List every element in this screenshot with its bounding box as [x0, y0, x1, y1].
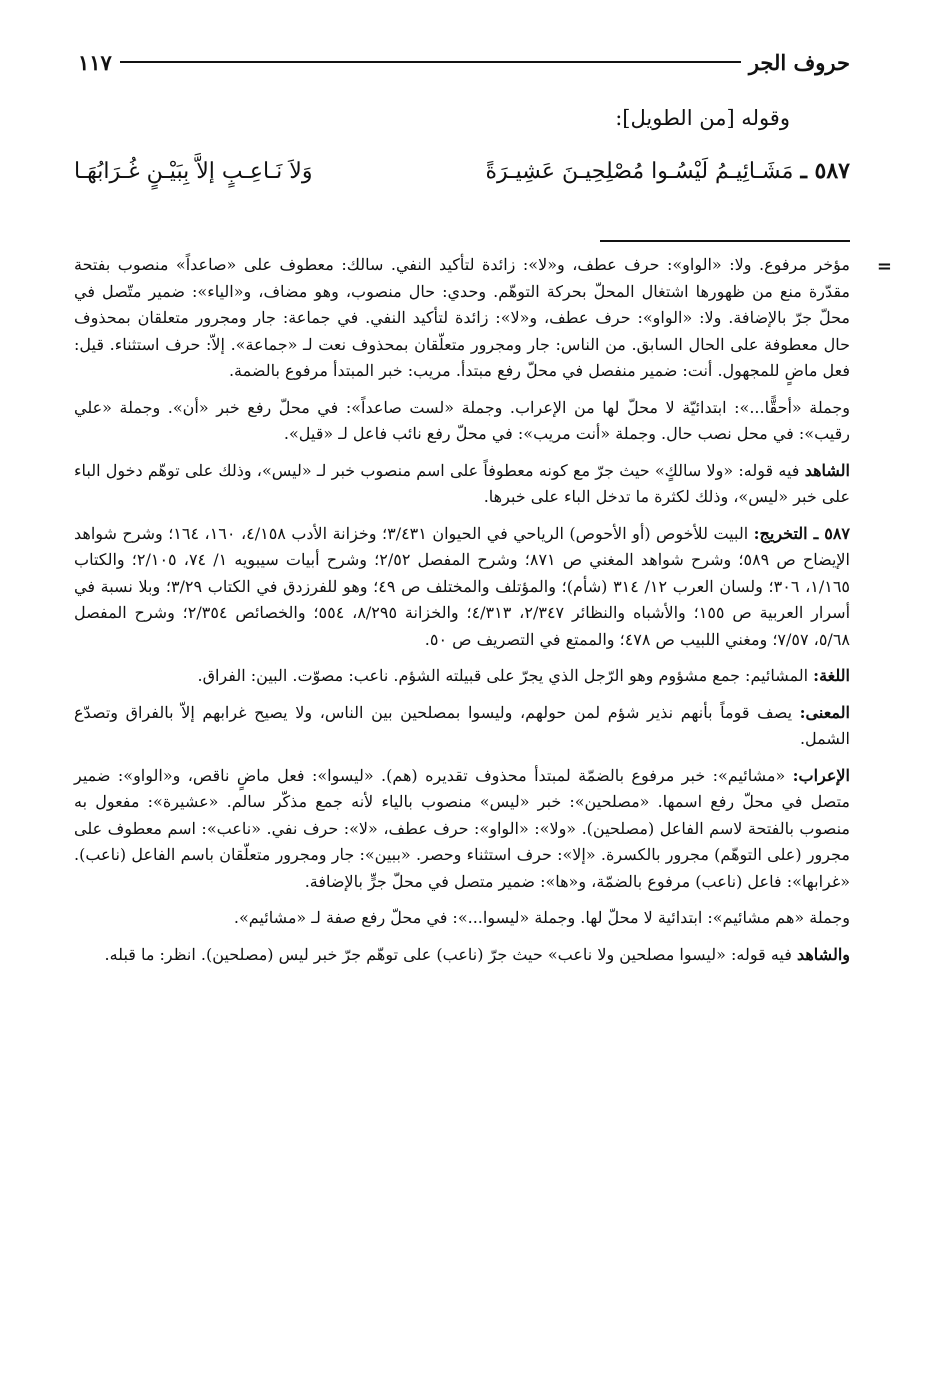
- paragraph-text: فيه قوله: «ليسوا مصلحين ولا ناعب» حيث جرّ (ناعب) على توهّم جرّ خبر ليس (مصلحين). انظر: ما قبله.: [104, 944, 797, 964]
- paragraph-text: وجملة «هم مشائيم»: ابتدائية لا محلّ لها. وجملة «ليسوا...»: في محلّ رفع صفة لـ «مشائيم».: [233, 908, 850, 927]
- paragraph-text: فيه قوله: «ولا سالكٍ» حيث جرّ مع كونه معطوفاً على اسم منصوب خبر لـ «ليس»، وذلك على توهّم دخول الباء على خبر «ليس»، وذلك لكثرة ما تدخل الباء على خبرها.: [74, 460, 850, 506]
- paragraph-label: والشاهد: [796, 944, 850, 964]
- footnotes-body: [74, 252, 850, 978]
- footnote-paragraph: [74, 700, 850, 753]
- paragraph-label: الإعراب:: [792, 765, 850, 785]
- paragraph-text: المشائيم: جمع مشؤوم وهو الرّجل الذي يجرّ على قبيلته الشؤم. ناعب: مصوّت. البين: الفراق.: [197, 666, 814, 685]
- paragraph-label: ٥٨٧ ـ التخريج:: [753, 523, 851, 543]
- footnote-paragraph: [74, 905, 850, 932]
- paragraph-text: «مشائيم»: خبر مرفوع بالضمّة لمبتدأ محذوف تقديره (هم). «ليسوا»: فعل ماضٍ ناقص، و«الواو»: ضمير متصل في محلّ رفع اسمها. «مصلحين»: خبر «ليس» منصوب بالياء لأنه جمع مذكّر سالم. «عشيرة»: مفعول به منصوب بالفتحة لاسم الفاعل (مصلحين). «ولا»: «الواو»: حرف عطف، «لا»: حرف نفي. «ناعب»: اسم معطوف على مجرور (على التوهّم) مجرور بالكسرة. «إلا»: حرف استثناء وحصر. «ببين»: جار ومجرور متعلّقان باسم الفاعل (ناعب). «غرابها»: فاعل (ناعب) مرفوع بالضمّة، و«ها»: ضمير متصل في محلّ جرٍّ بالإضافة.: [74, 765, 851, 891]
- verse-intro: وقوله [من الطويل]:: [615, 106, 790, 130]
- page-header: [78, 42, 850, 82]
- poetry-verse: [74, 146, 850, 196]
- chapter-title: حروف الجر: [748, 49, 850, 75]
- verse-second-hemistich: وَلاَ نَـاعِـبٍ إلاَّ بِبَيْـنٍ غُـرَابُهَـا: [74, 158, 313, 184]
- page-number: ١١٧: [78, 49, 112, 75]
- footnote-paragraph: [74, 763, 850, 896]
- footnote-separator: [600, 240, 850, 242]
- verse-first-hemistich-text: مَشَـائِيـمُ لَيْسُـوا مُصْلِحِيـنَ عَشِيـرَةً: [485, 159, 794, 184]
- paragraph-label: الشاهد: [804, 460, 850, 480]
- paragraph-text: البيت للأخوص (أو الأحوص) الرياحي في الحيوان ٣/٤٣١؛ وخزانة الأدب ٤/١٥٨، ١٦٠، ١٦٤؛ وشرح شواهد الإيضاح ص ٥٨٩؛ وشرح شواهد المغني ص ٨٧١؛ وشرح المفصل ٢/٥٢؛ وشرح أبيات سيبويه ١/ ٧٤، ٢/١٠٥؛ والكتاب ١/١٦٥، ٣٠٦؛ ولسان العرب ١٢/ ٣١٤ (شأم)؛ والمؤتلف والمختلف ص ٤٩؛ وهو للفرزدق في الكتاب ٣/٢٩؛ وبلا نسبة في أسرار العربية ص ١٥٥؛ والأشباه والنظائر ٢/٣٤٧، ٤/٣١٣؛ والخزانة ٨/٢٩٥، ٥٥٤؛ والخصائص ٢/٣٥٤؛ وشرح المفصل ٥/٦٨، ٧/٥٧؛ ومغني اللبيب ص ٤٧٨؛ والممتع في التصريف ص ٥٠.: [74, 523, 851, 649]
- footnote-paragraph: [74, 252, 850, 385]
- paragraph-text: يصف قوماً بأنهم نذير شؤم لمن حولهم، وليسوا بمصلحين بين الناس، ولا يصيح غرابهم إلاّ بالفراق وتصدّع الشمل.: [74, 702, 850, 748]
- footnote-paragraph: [74, 663, 850, 690]
- paragraph-label: اللغة:: [813, 666, 850, 685]
- paragraph-label: المعنى:: [799, 702, 850, 722]
- paragraph-text: مؤخر مرفوع. ولا: «الواو»: حرف عطف، و«لا»: زائدة لتأكيد النفي. سالك: معطوف على «صاعداً» منصوب بفتحة مقدّرة منع من ظهورها اشتغال المحلّ بحركة التوهّم. وحدي: حال منصوب، وهو مضاف، و«الياء»: ضمير متّصل في محلّ جرّ بالإضافة. ولا: «الواو»: حرف عطف، و«لا»: زائدة لتأكيد النفي. في جماعة: جار ومجرور متعلقان بمحذوف حال معطوفة على الحال السابق. من الناس: جار ومجرور متعلّقان بمحذوف نعت لـ «جماعة». إلاّ: حرف استثناء. قيل: فعل ماضٍ للمجهول. أنت: ضمير منفصل في محلّ رفع مبتدأ. مريب: خبر المبتدأ مرفوع بالضمة.: [74, 255, 850, 380]
- verse-number: ٥٨٧ ـ: [800, 158, 850, 184]
- footnote-paragraph: [74, 458, 850, 511]
- footnote-paragraph: [74, 395, 850, 448]
- footnote-paragraph: [74, 942, 850, 969]
- footnote-paragraph: [74, 521, 850, 654]
- header-rule: [120, 61, 741, 63]
- continuation-mark: =: [876, 256, 892, 277]
- verse-first-hemistich: [485, 158, 850, 184]
- paragraph-text: وجملة «أحقًّا...»: ابتدائيّة لا محلّ لها من الإعراب. وجملة «لست صاعداً»: في محلّ رفع خبر «أن». وجملة «علي رقيب»: في محل نصب حال. وجملة «أنت مريب»: في محلّ رفع نائب فاعل لـ «قيل».: [74, 397, 850, 443]
